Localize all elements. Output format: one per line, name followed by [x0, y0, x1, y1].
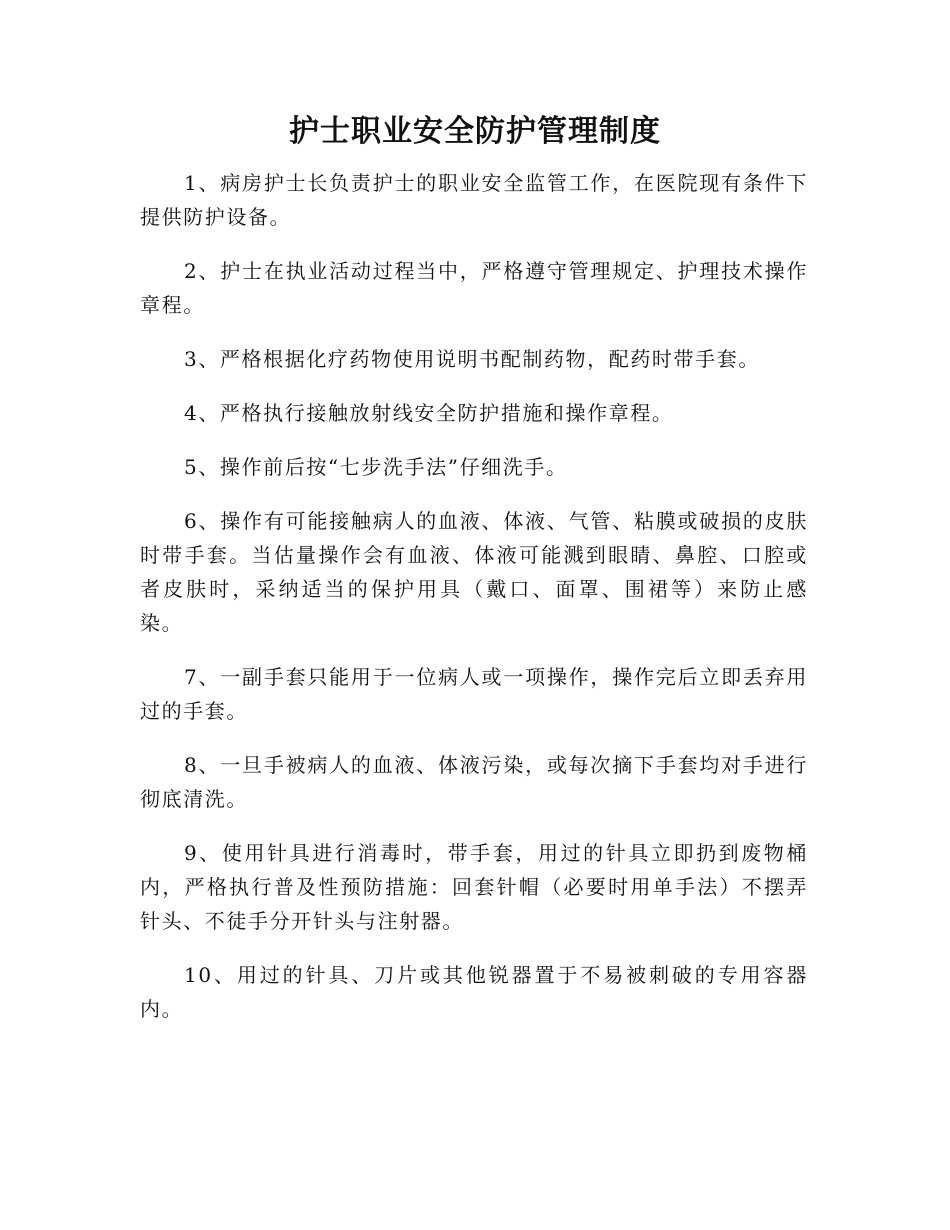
paragraph-8: 8、一旦手被病人的血液、体液污染，或每次摘下手套均对手进行彻底清洗。 — [140, 753, 808, 811]
document-title: 护士职业安全防护管理制度 — [289, 114, 661, 149]
paragraph-4: 4、严格执行接触放射线安全防护措施和操作章程。 — [184, 401, 674, 425]
paragraph-10: 10、用过的针具、刀片或其他锐器置于不易被刺破的专用容器内。 — [140, 963, 808, 1021]
paragraph-3: 3、严格根据化疗药物使用说明书配制药物，配药时带手套。 — [184, 347, 760, 371]
paragraph-1: 1、病房护士长负责护士的职业安全监管工作，在医院现有条件下提供防护设备。 — [140, 171, 808, 229]
paragraph-5: 5、操作前后按“七步洗手法”仔细洗手。 — [184, 455, 568, 479]
paragraph-7: 7、一副手套只能用于一位病人或一项操作，操作完后立即丢弃用过的手套。 — [140, 665, 808, 723]
paragraph-9: 9、使用针具进行消毒时，带手套，用过的针具立即扔到废物桶内，严格执行普及性预防措施：回套针帽（必要时用单手法）不摆弄针头、不徒手分开针头与注射器。 — [140, 841, 808, 933]
paragraph-6: 6、操作有可能接触病人的血液、体液、气管、粘膜或破损的皮肤时带手套。当估量操作会有血液、体液可能溅到眼睛、鼻腔、口腔或者皮肤时，采纳适当的保护用具（戴口、面罩、围裙等）来防止感染。 — [140, 509, 808, 635]
document-body — [140, 166, 808, 1046]
paragraph-2: 2、护士在执业活动过程当中，严格遵守管理规定、护理技术操作章程。 — [140, 259, 808, 317]
